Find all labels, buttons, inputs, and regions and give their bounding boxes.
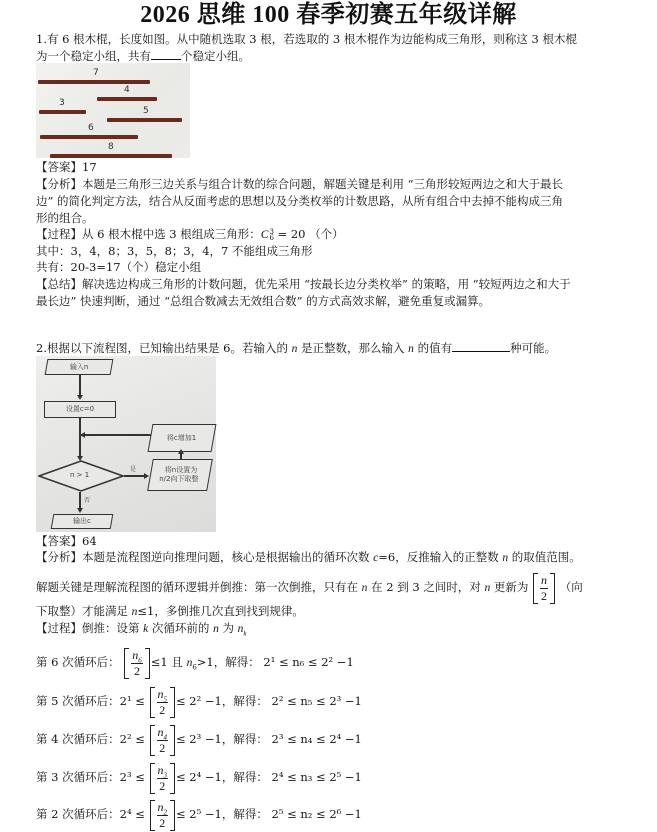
floor-fraction: $\frac{n_6}{2}$ [124, 648, 150, 679]
flowchart-increment-box: 将c增加1 [148, 424, 217, 452]
stick-3 [39, 110, 86, 114]
q2-step-3: 第 3 次循环后：2³ ≤ $\frac{n_3}{2}$ ≤ 2⁴ −1，解得： 2⁴ ≤ n₃ ≤ 2⁵ −1 [36, 762, 362, 793]
q1-answer-blank [151, 47, 181, 60]
flowchart-input-box: 输入n [45, 359, 114, 375]
stick-6 [40, 135, 138, 139]
q1-sticks-figure: 7 4 3 5 6 8 [36, 63, 190, 158]
q2-step-2: 第 2 次循环后：2⁴ ≤ $\frac{n_2}{2}$ ≤ 2⁵ −1，解得： 2⁵ ≤ n₂ ≤ 2⁶ −1 [36, 799, 362, 830]
flow-line [79, 375, 81, 397]
stick-4 [97, 97, 157, 101]
flow-line [80, 434, 152, 436]
floor-fraction: $\frac{n}{2}$ [533, 573, 555, 604]
flow-line [79, 418, 81, 458]
q2-step-6: 第 6 次循环后： $\frac{n_6}{2}$ ≤1 且 $n_6>1$，解得： 2¹ ≤ n₆ ≤ 2² −1 [36, 647, 354, 678]
flowchart-update-n-box: 将n设置为 n/2向下取整 [147, 459, 213, 491]
arrow-down-icon [77, 508, 83, 513]
arrow-left-icon [80, 432, 85, 438]
q2-flowchart-figure: 输入n 设置c=0 将c增加1 n > 1 是 将n设置为 n/2向下取整 否 输出c [36, 356, 216, 532]
q2-analysis-line1: 【分析】本题是流程图逆向推理问题，核心是根据输出的循环次数 c=6，反推输入的正整数 n 的取值范围。 [36, 550, 581, 564]
arrow-up-icon [178, 449, 184, 454]
flowchart-output-box: 输出c [51, 514, 114, 529]
page-title: 2026 思维 100 春季初赛五年级详解 [140, 2, 517, 28]
q1-process-line3: 共有：20-3=17（个）稳定小组 [36, 260, 202, 274]
q1-analysis-line3: 形的组合。 [36, 211, 94, 225]
q2-answer: 【答案】64 [36, 534, 97, 548]
flowchart-init-box: 设置c=0 [44, 401, 116, 418]
q1-process-line1: 【过程】从 6 根木棍中选 3 根组成三角形：C 3 6 = 20 （个） [36, 227, 344, 242]
q1-stem-line1: 1.有 6 根木棍，长度如图。从中随机选取 3 根，若选取的 3 根木棍作为边能构成三角形，则称这 3 根木棍 [36, 32, 577, 46]
q2-answer-blank [452, 339, 510, 352]
q2-analysis-line2: 解题关键是理解流程图的循环逻辑并倒推：第一次倒推，只有在 n 在 2 到 3 之间时，对 n 更新为 $\frac{n}{2}$ （向 [36, 572, 583, 603]
arrow-down-icon [77, 395, 83, 400]
q1-analysis-line1: 【分析】本题是三角形三边关系与组合计数的综合问题，解题关键是利用 “三角形较短两边之和大于最长 [36, 177, 564, 191]
q1-answer: 【答案】17 [36, 160, 97, 174]
stick-8 [50, 154, 172, 158]
floor-fraction: $\frac{n_5}{2}$ [150, 687, 176, 718]
q1-stem-line2: 为一个稳定小组，共有 个稳定小组。 [36, 49, 250, 63]
q1-process-line2: 其中：3，4，8；3，5，8；3，4，7 不能组成三角形 [36, 244, 313, 258]
flow-line [124, 475, 146, 477]
q2-analysis-line3: 下取整）才能满足 n≤1，多倒推几次直到找到规律。 [36, 604, 304, 618]
floor-fraction: $\frac{n_4}{2}$ [150, 725, 176, 756]
floor-fraction: $\frac{n_3}{2}$ [150, 763, 176, 794]
stick-5 [107, 118, 182, 122]
arrow-right-icon [144, 473, 149, 479]
q2-step-5: 第 5 次循环后：2¹ ≤ $\frac{n_5}{2}$ ≤ 2² −1，解得： 2² ≤ n₅ ≤ 2³ −1 [36, 686, 362, 717]
q2-stem: 2.根据以下流程图，已知输出结果是 6。若输入的 n 是正整数，那么输入 n 的值有 种可能。 [36, 341, 557, 355]
q2-step-4: 第 4 次循环后：2² ≤ $\frac{n_4}{2}$ ≤ 2³ −1，解得： 2³ ≤ n₄ ≤ 2⁴ −1 [36, 724, 362, 755]
q1-summary-line2: 最长边” 快速判断，通过 “总组合数减去无效组合数” 的方式高效求解，避免重复或漏算。 [36, 294, 491, 308]
floor-fraction: $\frac{n_2}{2}$ [150, 800, 176, 831]
q1-summary-line1: 【总结】解决选边构成三角形的计数问题，优先采用 “按最长边分类枚举” 的策略，用 “较短两边之和大于 [36, 277, 571, 291]
q2-process-intro: 【过程】倒推：设第 k 次循环前的 n 为 $n_k$ [36, 621, 247, 638]
stick-7 [38, 80, 150, 84]
q1-analysis-line2: 边” 的简化判定方法，结合从反面考虑的思想以及分类枚举的计数思路，从所有组合中去掉不能构成三角 [36, 194, 564, 208]
combination-indices: 3 6 [269, 228, 274, 242]
